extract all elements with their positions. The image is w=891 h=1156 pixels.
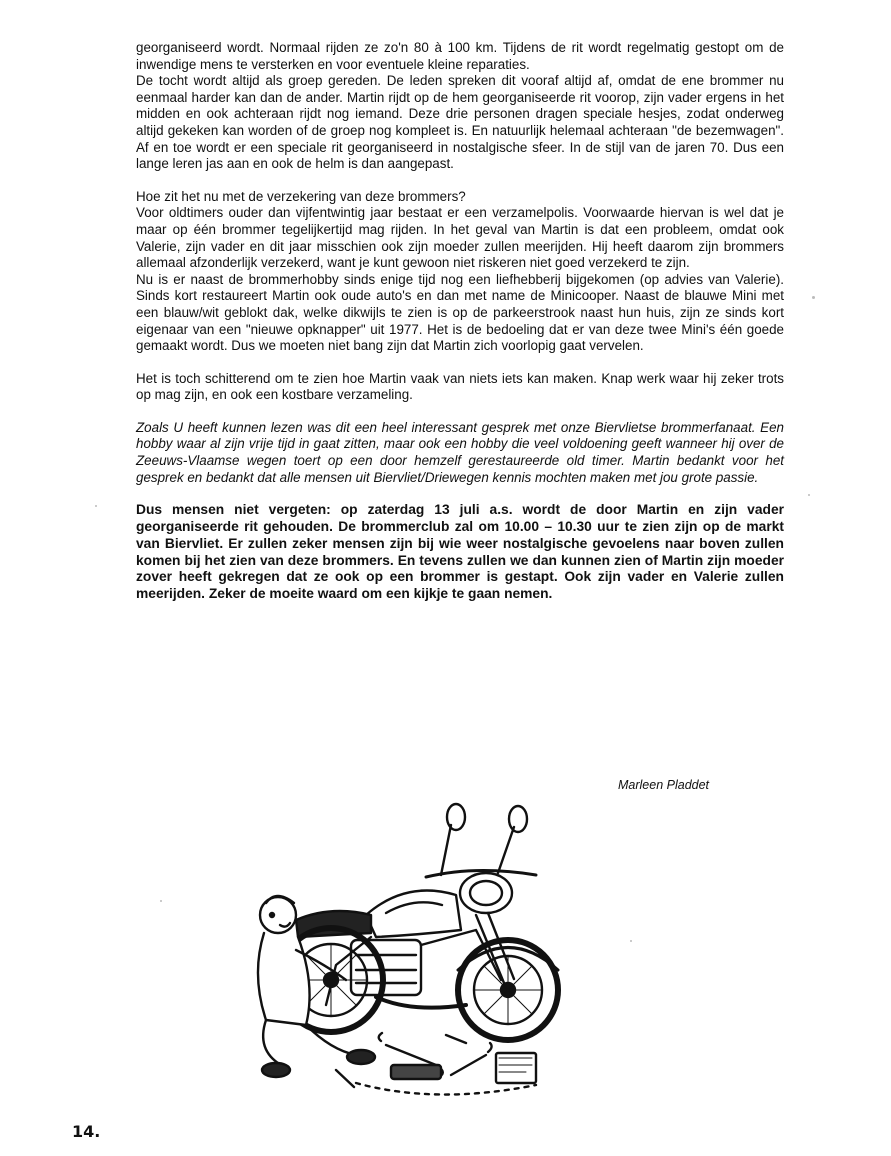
paragraph-mini-cooper: Nu is er naast de brommerhobby sinds enige tijd nog een liefhebberij bijgekomen (op advies van Valerie). Sinds kort restaureert Martin ook oude auto's en dan met name de Minicooper. Naast de blauwe Mini met een blauw/wit geblokt dak, welke dikwijls te zien is op de parkeerstrook naast hun huis, zijn ze sinds kort eigenaar van een "nieuwe opknapper" uit 1977. Het is de bedoeling dat er van deze twee Mini's één goede gemaakt wordt. Dus we moeten niet bang zijn dat Martin zich voorlopig gaat vervelen. bbox=[136, 271, 784, 354]
scan-speck bbox=[808, 494, 810, 496]
paragraph-insurance: Voor oldtimers ouder dan vijfentwintig jaar bestaat er een verzamelpolis. Voorwaarde hiervan is wel dat je maar op één brommer tegelijkertijd mag rijden. In het geval van Martin is dat een probleem, omdat ook Valerie, zijn vader en dit jaar misschien ook zijn moeder zullen meerijden. Hij heeft daarom zijn brommers allemaal afzonderlijk verzekerd, want je kunt gewoon niet riskeren niet goed verzekerd te zijn. bbox=[136, 205, 784, 271]
scan-speck bbox=[160, 900, 162, 902]
paragraph-group-ride: De tocht wordt altijd als groep gereden. De leden spreken dit vooraf altijd af, omdat de ene brommer nu eenmaal harder kan dan de ander. Martin rijdt op de hem georganiseerde rit voorop, zijn vader ergens in het midden en ook achteraan rijdt nog iemand. Deze drie personen dragen speciale hesjes, zodat onderweg altijd gekeken kan worden of de groep nog kompleet is. En natuurlijk helemaal achteraan "de bezemwagen". Af en toe wordt er een speciale rit georganiseerd in nostalgische sfeer. In de stijl van de jaren 70. Dus een lange leren jas aan en ook de helm is dan aangepast. bbox=[136, 73, 784, 172]
paragraph-admiration: Het is toch schitterend om te zien hoe Martin vaak van niets iets kan maken. Knap werk waar hij zeker trots op mag zijn, en ook een kostbare verzameling. bbox=[136, 370, 784, 403]
article-body bbox=[136, 40, 784, 603]
author-signature: Marleen Pladdet bbox=[618, 778, 710, 792]
paragraph-announcement: Dus mensen niet vergeten: op zaterdag 13 juli a.s. wordt de door Martin en zijn vader georganiseerde rit gehouden. De brommerclub zal om 10.00 – 10.30 uur te zien zijn op de markt van Biervliet. Er zullen zeker mensen zijn bij wie weer nostalgische gevoelens naar boven zullen komen bij het zien van deze brommers. En tevens zullen we dan kunnen zien of Martin zijn moeder zover heeft gekregen dat ze ook op een brommer is gestapt. Ook zijn vader en Valerie zullen meerijden. Zeker de moeite waard om een kijkje te gaan nemen. bbox=[136, 502, 784, 602]
cartoon-mechanic-motorcycle-icon bbox=[236, 765, 576, 1115]
paragraph-question: Hoe zit het nu met de verzekering van deze brommers? bbox=[136, 188, 466, 204]
scan-speck bbox=[95, 505, 97, 507]
page-number: 14. bbox=[72, 1122, 101, 1141]
scan-speck bbox=[630, 940, 632, 942]
scan-speck bbox=[812, 296, 815, 299]
paragraph-closing-italic: Zoals U heeft kunnen lezen was dit een heel interessant gesprek met onze Biervlietse brommerfanaat. Een hobby waar al zijn vrije tijd in gaat zitten, maar ook een hobby die veel voldoening geeft wanneer hij over de Zeeuws-Vlaamse wegen toert op een door hemzelf gerestaureerde old timer. Martin bedankt voor het gesprek en bedankt dat alle mensen uit Biervliet/Driewegen kennis mochten maken met jou grote passie. bbox=[136, 419, 784, 485]
paragraph-route: georganiseerd wordt. Normaal rijden ze zo'n 80 à 100 km. Tijdens de rit wordt regelmatig gestopt om de inwendige mens te versterken en voor eventuele kleine reparaties. bbox=[136, 40, 784, 72]
